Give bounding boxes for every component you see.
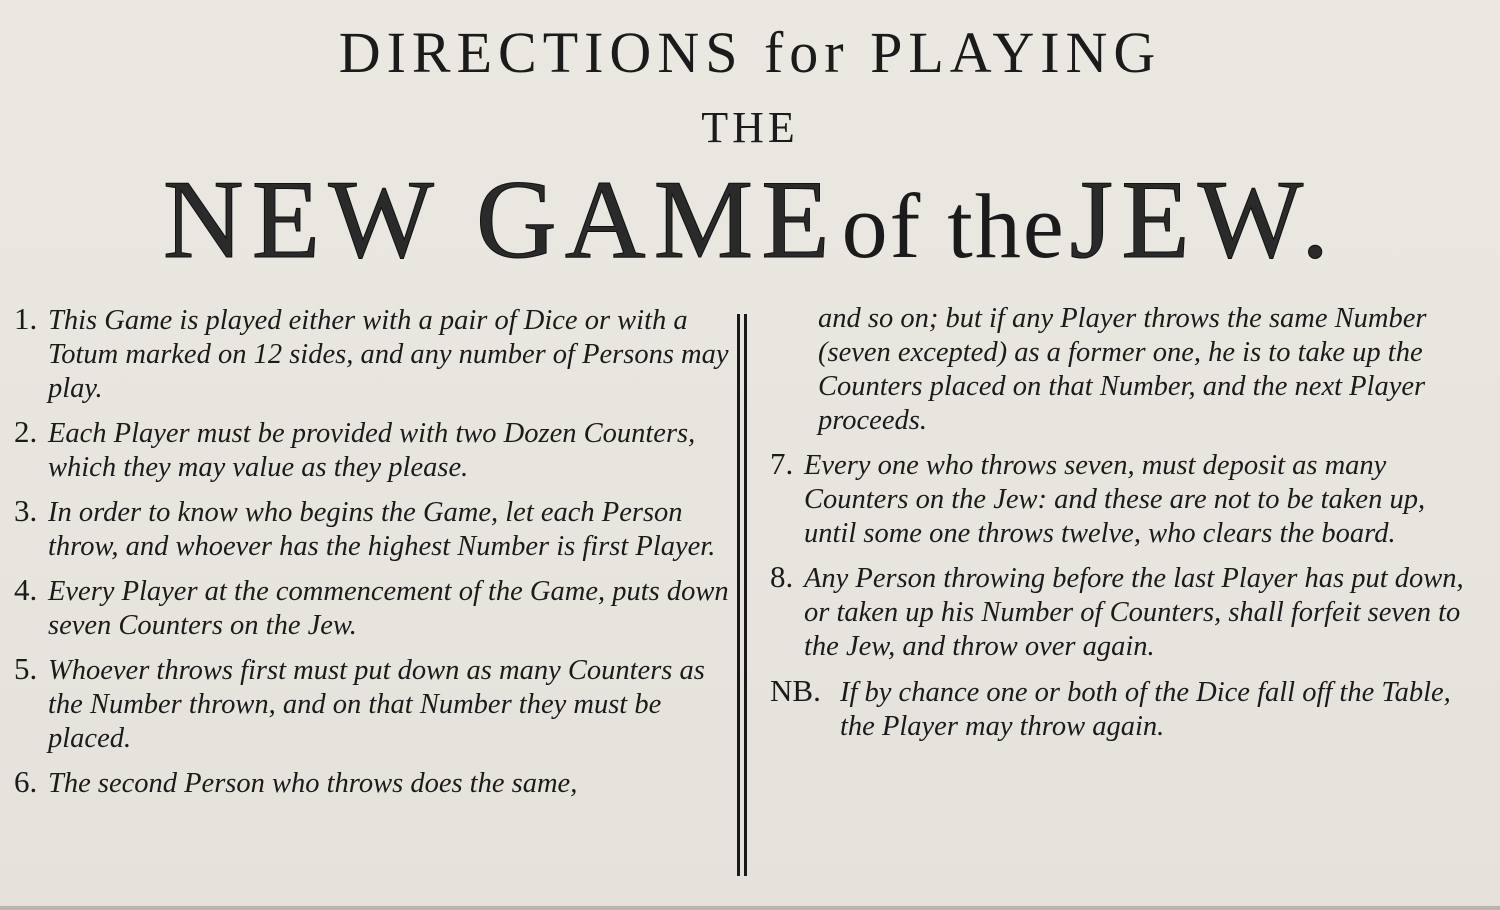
rule-item — [14, 494, 730, 564]
rule-text: Each Player must be provided with two Dozen Counters, which they may value as they please. — [48, 418, 696, 483]
title-of-the: of the — [841, 175, 1066, 277]
rule-text: Any Person throwing before the last Player has put down, or taken up his Number of Counters, shall forfeit seven to the Jew, and throw over again. — [804, 563, 1464, 662]
rule-number: 2. — [14, 414, 38, 449]
rule-item — [14, 652, 730, 756]
title-the: THE — [701, 103, 799, 152]
rule-number: 6. — [14, 764, 38, 799]
nota-bene-text: If by chance one or both of the Dice fall off the Table, the Player may throw again. — [840, 677, 1451, 742]
rule-text: Whoever throws first must put down as many Counters as the Number thrown, and on that Number they must be placed. — [48, 655, 705, 754]
title-jew: JEW. — [1069, 158, 1338, 282]
rule-item — [14, 415, 730, 485]
right-column — [770, 302, 1482, 744]
page-edge — [0, 906, 1500, 910]
rule-text: Every one who throws seven, must deposit as many Counters on the Jew: and these are not to be taken up, until some one throws twelve, who clears the board. — [804, 450, 1426, 549]
left-column — [14, 302, 730, 810]
rule-text: The second Person who throws does the same, — [48, 768, 578, 799]
column-divider — [737, 314, 747, 876]
title-new-game: NEW GAME — [162, 158, 838, 282]
nota-bene-label: NB. — [770, 673, 821, 708]
rule-item — [770, 447, 1482, 551]
rule-number: 8. — [770, 559, 794, 594]
rule-number: 5. — [14, 651, 38, 686]
rule-number: 4. — [14, 572, 38, 607]
rule-text: In order to know who begins the Game, let each Person throw, and whoever has the highest Number is first Player. — [48, 497, 716, 562]
rule-continuation: and so on; but if any Player throws the same Number (seven excepted) as a former one, he is to take up the Counters placed on that Number, and the next Player proceeds. — [818, 303, 1427, 436]
rule-number: 1. — [14, 301, 38, 336]
title-game-name — [50, 160, 1450, 313]
rule-item — [770, 560, 1482, 664]
rule-item — [14, 573, 730, 643]
rule-text: Every Player at the commencement of the Game, puts down seven Counters on the Jew. — [48, 576, 729, 641]
rule-item — [14, 765, 730, 801]
title-directions: DIRECTIONS for PLAYING — [338, 20, 1162, 85]
rule-number: 3. — [14, 493, 38, 528]
rule-item — [14, 302, 730, 406]
rule-text: This Game is played either with a pair of Dice or with a Totum marked on 12 sides, and any number of Persons may play. — [48, 305, 729, 404]
rule-number: 7. — [770, 446, 794, 481]
nota-bene — [770, 674, 1482, 744]
